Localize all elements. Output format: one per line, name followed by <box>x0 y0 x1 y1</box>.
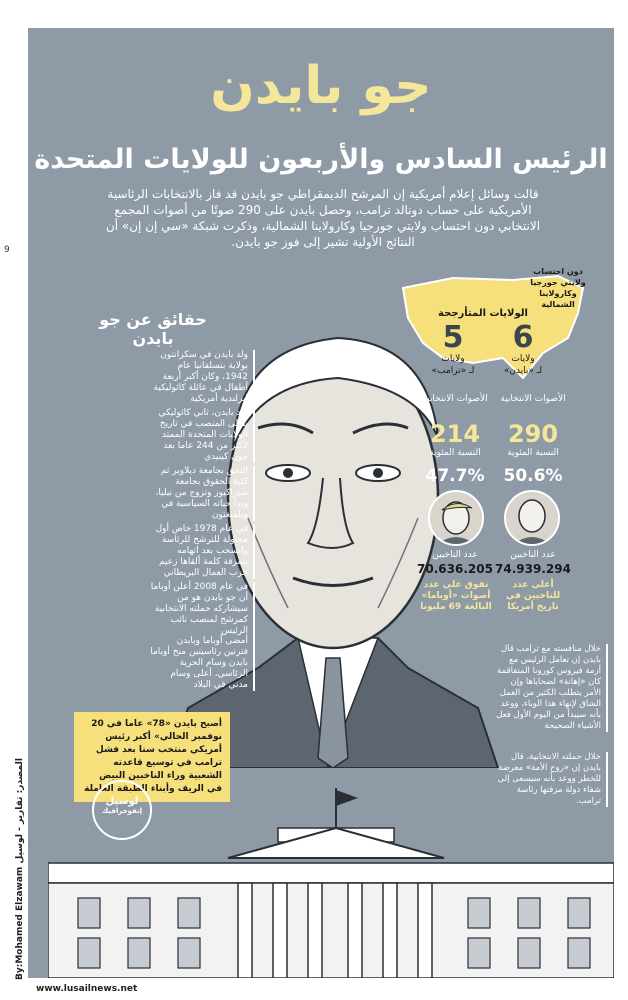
biden-voters-note: أعلى عدد للناخبين في تاريخ أمريكا <box>505 580 561 612</box>
trump-voters-label: عدد الناخبين <box>432 550 478 560</box>
trump-states-count: 5 <box>442 320 464 355</box>
page-subtitle: الرئيس السادس والأربعون للولايات المتحدة <box>34 144 608 175</box>
biden-states-sub: لـ «بايدن» <box>503 366 543 376</box>
fact-item: في عام 1978 خاض أول محاولة للترشح للرئاسة وانسحب بعد اتهامه بسرقة كلمة ألقاها زعيم حزب العمال البريطاني <box>150 524 255 579</box>
trump-electoral-label: الأصوات الانتخابية <box>422 394 488 404</box>
page-number: 9 <box>4 245 10 255</box>
swing-states-title: الولايات المتأرجحة <box>438 308 528 319</box>
trump-percent-label: النسبة المئوية <box>429 448 481 458</box>
fact-item: ولد بايدن في سكرانتون بولاية بنسلفانيا عام 1942، وكان أكبر أربعة أطفال في عائلة كاثوليكية إيرلندية أمريكية <box>150 350 255 405</box>
logo-tag: إنفوجرافيك <box>101 807 143 815</box>
trump-voters-note: تفوق على عدد أصوات «أوباما» البالغة 69 مليونا <box>420 580 492 612</box>
fact-item: بعد بايدن، ثاني كاثوليكي يتولى المنصب في تاريخ الولايات المتحدة الممتد لأكثر من 244 عاما بعد جون كينيدي <box>150 408 255 463</box>
trump-voters: 70.636.205 <box>417 562 493 576</box>
footer-website-link[interactable]: www.lusailnews.net <box>36 984 138 994</box>
intro-paragraph: قالت وسائل إعلام أمريكية إن المرشح الديمقراطي جو بايدن قد فاز بالانتخابات الرئاسية الأمريكية على حساب دونالد ترامب، وحصل بايدن على 290 صوتًا من أصوات المجمع الانتخابي دون احتساب ولايتي جورجيا وكارولاينا الشمالية، وذكرت شبكة «سي إن إن» أن النتائج الأولية تشير إلى فوز جو بايدن. <box>105 187 541 249</box>
lusail-logo <box>92 780 152 840</box>
right-note: خلال حملته الانتخابية، قال بايدن إن «روح الأمة» معرضة للخطر ووعد بأنه سيسعى إلى شفاء دولة مزقتها رئاسة ترامب. <box>496 752 608 807</box>
fact-item: في عام 2008 أعلن أوباما أن جو بايدن هو من سيشاركه حملته الانتخابية كمرشح لمنصب نائب الرئيس <box>150 582 255 637</box>
right-note: خلال منافسته مع ترامب قال بايدن إن تعامل الرئيس مع أزمة فيروس كورونا المتفاقمة كان «إهانة» لضحاياها وإن الأمر يتطلب الكثير من العمل الشاق لإنهاء هذا الوباء، ووعد بأنه سيبدأ من اليوم الأول فعل الأشياء الصحيحة <box>496 644 608 732</box>
facts-title: حقائق عن جو بايدن <box>99 310 207 348</box>
fact-item: التحق بجامعة ديلاوير ثم كلية الحقوق بجامعة سيراكيوز وتزوج من نيليا، وبدأ حياته السياسية في ويلمنغتون <box>150 466 255 521</box>
trump-states-sub: لـ «ترامب» <box>431 366 475 376</box>
page-title: جو بايدن <box>210 56 432 116</box>
byline-text: By:Mohamed Elzawam المصدر: تقارير - لوسيل <box>15 758 25 980</box>
logo-name: لوسيل <box>105 796 139 807</box>
trump-states-label: ولايات <box>441 354 465 364</box>
byline <box>3 758 25 980</box>
biden-voters: 74.939.294 <box>495 562 571 576</box>
biden-electoral-label: الأصوات الانتخابية <box>500 394 566 404</box>
biden-states-label: ولايات <box>511 354 535 364</box>
biden-percent: 50.6% <box>503 466 563 486</box>
biden-electoral-votes: 290 <box>507 420 559 448</box>
trump-avatar <box>428 490 484 546</box>
infographic-sheet <box>28 28 614 978</box>
biden-states-count: 6 <box>512 320 534 355</box>
trump-percent: 47.7% <box>425 466 485 486</box>
trump-electoral-votes: 214 <box>429 420 481 448</box>
biden-avatar <box>504 490 560 546</box>
biden-percent-label: النسبة المئوية <box>507 448 559 458</box>
biden-voters-label: عدد الناخبين <box>510 550 556 560</box>
fact-item: أمضى أوباما وبايدن فترتين رئاسيتين منح أوباما بايدن وسام الحرية الرئاسي، أعلى وسام مدني في البلاد <box>150 636 255 691</box>
age-highlight-box: أصبح بايدن «78» عاما في 20 نوفمبر الحالي» أكبر رئيس أمريكي منتخب سنا بعد فشل ترامب في توسيع قاعدته الشعبية وراء الناخبين البيض في الريف وأبناء الطبقة العاملة <box>74 712 230 802</box>
pending-states-note: دون احتساب ولايتي جورجيا وكارولاينا الشمالية <box>530 267 586 309</box>
